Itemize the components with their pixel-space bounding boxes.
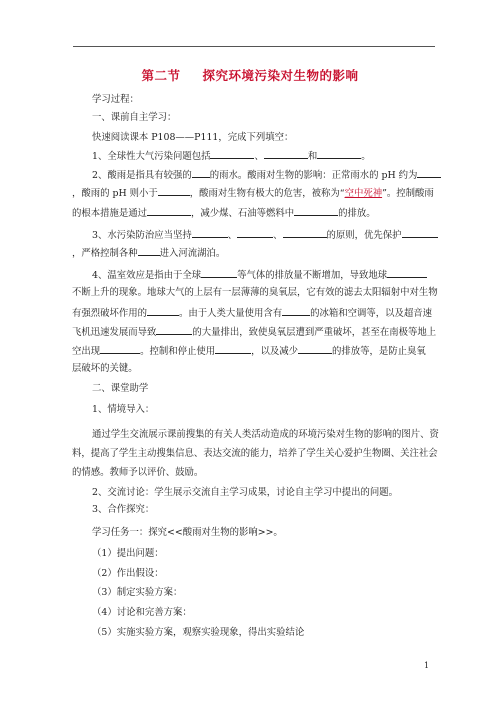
blank[interactable]	[138, 246, 160, 256]
question-4-line-2: 不断上升的现象。地球大气的上层有一层薄薄的臭氧层，它有效的滤去太阳辐射中对生物	[72, 287, 438, 298]
situation-heading: 1、情境导入：	[92, 404, 155, 415]
blank[interactable]	[294, 206, 338, 216]
acid-rain-nickname: 空中死神	[344, 188, 383, 199]
blank[interactable]	[283, 228, 327, 238]
blank[interactable]	[237, 228, 273, 238]
blank[interactable]	[387, 268, 427, 278]
blank[interactable]	[147, 206, 191, 216]
part2-heading: 二、课堂助学	[92, 383, 149, 394]
question-4-line-5: 空出现 。控制和停止使用 ，以及减少 的排放等，是防止臭氧	[72, 346, 426, 357]
blank[interactable]	[210, 149, 254, 159]
blank[interactable]	[215, 344, 251, 354]
blank[interactable]	[282, 306, 310, 316]
question-2-line-1: 2、酸雨是指具有较强的 的雨水。酸雨对生物的影响：正常雨水的 pH 约为	[92, 168, 441, 182]
blank[interactable]	[201, 268, 237, 278]
blank[interactable]	[147, 306, 179, 316]
blank[interactable]	[298, 344, 332, 354]
task-line: 学习任务一：探究<<酸雨对生物的影响>>。	[92, 527, 283, 538]
intro-line: 学习过程：	[92, 94, 139, 105]
question-4-line-4: 飞机迅速发展而导致 的大量排出，致使臭氧层遭到严重破坏，甚至在南极等地上	[72, 327, 437, 338]
blank[interactable]	[156, 325, 192, 335]
header-rule	[73, 46, 435, 47]
section-number: 第二节	[141, 68, 181, 83]
blank[interactable]	[317, 149, 361, 159]
instruction-line: 快速阅读课本 P108——P111，完成下列填空：	[92, 132, 294, 143]
question-1: 1、全球性大气污染问题包括 、 和 。	[92, 151, 371, 162]
situation-para-2: 料，提高了学生主动搜集信息、表达交流的能力，培养了学生关心爱护生物圈、关注社会	[72, 448, 438, 459]
blank[interactable]	[100, 344, 140, 354]
cooperation-heading: 3、合作探究：	[92, 504, 155, 515]
blank[interactable]	[192, 168, 210, 178]
question-3-line-2: ，严格控制各种 进入河流湖泊。	[72, 248, 226, 259]
part1-heading: 一、课前自主学习：	[92, 112, 177, 123]
page-title	[0, 66, 500, 84]
question-4-line-3: 有强烈破坏作用的 。由于人类大量使用含有 的冰箱和空调等，以及超音速	[72, 308, 433, 319]
blank[interactable]	[402, 228, 438, 238]
step-item: （4）讨论和完善方案：	[92, 607, 192, 618]
question-4-line-6: 层破坏的关键。	[72, 363, 138, 374]
blank[interactable]	[417, 168, 441, 178]
blank[interactable]	[192, 228, 228, 238]
question-2-line-3: 的根本措施是通过 ，减少煤、石油等燃料中 的排放。	[72, 208, 376, 219]
situation-para-1: 通过学生交流展示课前搜集的有关人类活动造成的环境污染对生物的影响的图片、资	[92, 429, 439, 440]
step-item: （2）作出假设：	[92, 568, 164, 579]
question-4-line-1: 4、温室效应是指由于全球 等气体的排放量不断增加，导致地球	[92, 268, 427, 282]
step-item: （3）制定实验方案：	[92, 587, 183, 598]
discussion-line: 2、交流讨论：学生展示交流自主学习成果，讨论自主学习中提出的问题。	[92, 487, 398, 498]
page-number: 1	[424, 661, 430, 670]
blank[interactable]	[264, 149, 308, 159]
section-topic: 探究环境污染对生物的影响	[202, 68, 359, 83]
blank[interactable]	[158, 186, 190, 196]
situation-para-3: 的情感。教师予以评价、鼓励。	[72, 467, 204, 478]
step-item: （1）提出问题：	[92, 548, 164, 559]
question-3-line-1: 3、水污染防治应当坚持 、 、 的原则，优先保护	[92, 228, 438, 242]
step-item: （5）实施实验方案，观察实验现象，得出实验结论	[92, 627, 305, 638]
question-2-line-2: ，酸雨的 pH 则小于 ，酸雨对生物有极大的危害，被称为“空中死神”。控制酸雨	[72, 188, 434, 199]
